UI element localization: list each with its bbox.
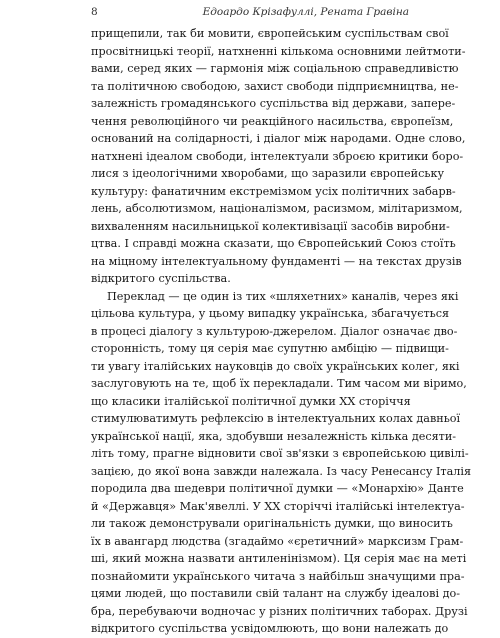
text-line: заслуговують на те, щоб їх перекладали. Тим часом ми віримо,	[91, 377, 467, 390]
text-line: в процесі діалогу з культурою-джерелом. Діалог означає дво-	[91, 324, 458, 338]
text-line: на міцному інтелектуальному фундаменті — на текстах друзів	[91, 254, 462, 268]
text-line: ти увагу італійських науковців до своїх українських колег, які	[91, 359, 460, 373]
text-line: прищепили, так би мовити, європейським суспільствам свої	[91, 27, 449, 40]
text-line: їх в авангард людства (згадаймо «єретичний» марксизм Грам-	[91, 534, 464, 548]
page-number: 8	[91, 6, 98, 18]
running-head	[91, 4, 409, 20]
text-line: й «Державця» Мак'явеллі. У XX сторіччі італійські інтелектуа-	[91, 499, 465, 513]
text-line: відкритого суспільства усвідомлюють, що вони належать до	[91, 622, 449, 635]
text-line: познайомити українського читача з найбільш значущими пра-	[91, 569, 465, 583]
text-line: Переклад — це один із тих «шляхетних» каналів, через які	[107, 289, 459, 303]
text-line: лень, абсолютизмом, націоналізмом, расизмом, мілітаризмом,	[91, 202, 463, 215]
text-line: просвітницькі теорії, натхненні кількома основними лейтмоти-	[91, 44, 466, 58]
text-line: стимулюватимуть рефлексію в інтелектуальних колах давньої	[91, 412, 461, 425]
text-line: цтва. І справді можна сказати, що Європейський Союз стоїть	[91, 237, 456, 250]
text-line: сторонність, тому ця серія має супутню амбіцію — підвищи-	[91, 342, 449, 355]
text-line: бра, перебуваючи водночас у різних політичних таборах. Друзі	[91, 604, 468, 618]
text-line: української нації, яка, здобувши незалежність кілька десяти-	[91, 429, 457, 443]
text-line: цільова культура, у цьому випадку українська, збагачується	[91, 307, 450, 320]
body-text	[91, 25, 472, 638]
text-line: породила два шедеври політичної думки — «Монархію» Данте	[91, 482, 464, 495]
text-line: ли також демонстрували оригінальність думки, що виносить	[91, 517, 453, 530]
text-line: відкритого суспільства.	[91, 272, 231, 285]
text-line: залежність громадянського суспільства від держави, запере-	[91, 97, 456, 110]
text-line: культуру: фанатичним екстремізмом усіх політичних забарв-	[91, 184, 456, 198]
text-line: зацією, до якої вона завжди належала. Із часу Ренесансу Італія	[91, 464, 472, 478]
text-line: що класики італійської політичної думки XX сторіччя	[91, 394, 411, 408]
text-line: та політичною свободою, захист свободи підприємництва, не-	[91, 79, 459, 93]
text-line: цями людей, що поставили свій талант на службу ідеалові до-	[91, 587, 461, 600]
paragraph-1	[91, 25, 466, 288]
text-line: лися з ідеологічними хворобами, що заразили європейську	[91, 167, 445, 180]
text-line: вихваленням насильницької колективізації засобів виробни-	[91, 219, 450, 233]
text-line: натхнені ідеалом свободи, інтелектуали зброєю критики боро-	[91, 149, 464, 163]
text-line: чення революційного чи реакційного насильства, європеїзм,	[91, 114, 454, 128]
running-title: Едоардо Крізафуллі, Рената Гравіна	[202, 6, 409, 18]
text-line: ші, який можна назвати антиленінізмом). Ця серія має на меті	[91, 552, 467, 565]
paragraph-2	[91, 288, 472, 638]
text-line: літь тому, прагне відновити свої зв'язки з європейською цивілі-	[91, 447, 469, 460]
text-line: вами, серед яких — гармонія між соціальною справедливістю	[91, 62, 459, 75]
text-line: оснований на солідарності, і діалог між народами. Одне слово,	[91, 132, 466, 145]
